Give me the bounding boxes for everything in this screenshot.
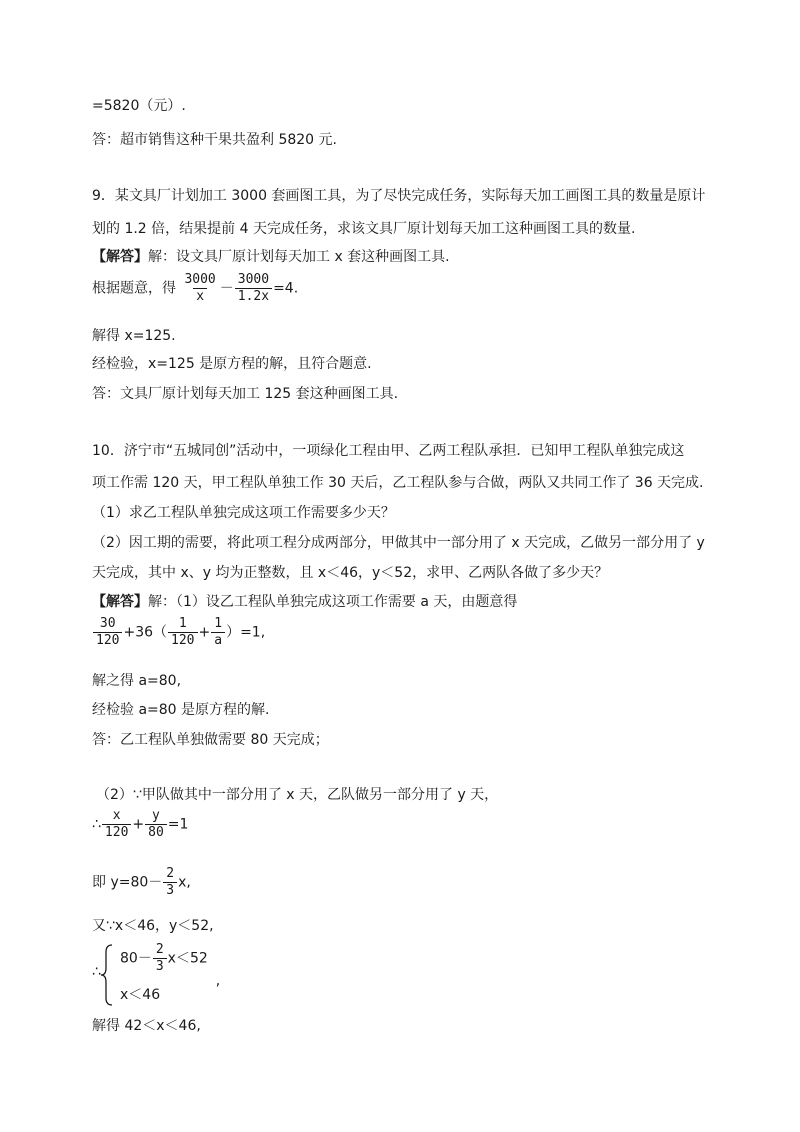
- numerator: 2: [166, 866, 175, 881]
- numerator: 3000: [184, 272, 216, 287]
- equation-suffix: x,: [178, 874, 191, 891]
- text-line: 又∵x＜46，y＜52,: [92, 918, 214, 934]
- numerator: 1: [214, 616, 223, 631]
- text-line: 答：文具厂原计划每天加工 125 套这种画图工具.: [92, 386, 399, 402]
- denominator: 120: [93, 632, 122, 649]
- denominator: 3: [153, 958, 167, 975]
- denominator: 120: [102, 824, 131, 841]
- question-10-part-2: （2）因工期的需要，将此项工程分成两部分，甲做其中一部分用了 x 天完成，乙做另一部分用了 y: [92, 535, 705, 551]
- answer-tag: 【解答】: [92, 249, 148, 265]
- fraction: [163, 866, 177, 899]
- denominator: 3: [163, 882, 177, 899]
- answer-9-intro: [92, 247, 450, 267]
- text-line: 解得 42＜x＜46,: [92, 1018, 201, 1034]
- text-line: 解之得 a=80,: [92, 673, 182, 689]
- fraction: [145, 808, 167, 841]
- answer-text: 解：设文具厂原计划每天加工 x 套这种画图工具.: [148, 249, 450, 265]
- part-2-intro: （2）∵甲队做其中一部分用了 x 天，乙队做另一部分用了 y 天，: [96, 787, 499, 803]
- text-line: 答：乙工程队单独做需要 80 天完成；: [92, 732, 329, 748]
- denominator: 80: [145, 824, 167, 841]
- equation-suffix: =1: [167, 816, 189, 833]
- inequality-row-1: [120, 942, 221, 989]
- fraction: [102, 808, 131, 841]
- question-9-line-2: 划的 1.2 倍，结果提前 4 天完成任务，求该文具厂原计划每天加工这种画图工具的数量.: [92, 221, 636, 237]
- equation-10: [92, 616, 265, 649]
- fraction: [168, 616, 197, 649]
- text-line: 答：超市销售这种干果共盈利 5820 元.: [92, 132, 337, 148]
- operator: －: [219, 280, 234, 297]
- therefore-symbol: ∴: [92, 816, 101, 833]
- numerator: 30: [99, 616, 116, 631]
- equation-prefix: 即 y=80－: [92, 874, 163, 891]
- question-10-part-2-cont: 天完成，其中 x、y 均为正整数，且 x＜46，y＜52，求甲、乙两队各做了多少天？: [92, 565, 609, 581]
- inequality-suffix: x＜52: [167, 950, 208, 967]
- answer-10-intro: [92, 592, 517, 612]
- answer-tag: 【解答】: [92, 594, 148, 610]
- comma: ,: [215, 972, 221, 989]
- denominator: 120: [168, 632, 197, 649]
- equation-9: [92, 272, 298, 305]
- text-line: 经检验，x=125 是原方程的解，且符合题意.: [92, 356, 372, 372]
- question-10-part-1: （1）求乙工程队单独完成这项工作需要多少天？: [92, 505, 395, 521]
- inequality-prefix: 80－: [120, 950, 152, 967]
- question-9-line-1: 9．某文具厂计划加工 3000 套画图工具，为了尽快完成任务，实际每天加工画图工具的数量是原计: [92, 188, 706, 204]
- numerator: 3000: [237, 272, 270, 287]
- numerator: 2: [155, 942, 164, 957]
- fraction: [211, 616, 225, 649]
- text-line: 解得 x=125.: [92, 328, 176, 344]
- fraction: [181, 272, 218, 305]
- operator: +36（: [123, 624, 168, 641]
- equation-suffix: ）=1,: [226, 624, 266, 641]
- therefore-symbol: ∴: [92, 964, 101, 980]
- numerator: y: [152, 808, 160, 823]
- equation-suffix: =4.: [273, 280, 299, 297]
- fraction: [153, 942, 167, 975]
- inequality-row-2: x＜46: [120, 987, 161, 1003]
- question-10-line-1: 10．济宁市“五城同创”活动中，一项绿化工程由甲、乙两工程队承担．已知甲工程队单独完成这: [92, 443, 685, 459]
- brace-icon: [100, 944, 116, 1006]
- numerator: x: [112, 808, 121, 823]
- equation-y: [92, 866, 191, 899]
- question-10-line-2: 项工作需 120 天，甲工程队单独工作 30 天后，乙工程队参与合做，两队又共同工作了 36 天完成.: [92, 475, 704, 491]
- equation-part-2: [92, 808, 188, 841]
- numerator: 1: [178, 616, 187, 631]
- operator: +: [198, 624, 211, 641]
- equation-prefix: 根据题意，得: [92, 280, 176, 297]
- text-line: 经检验 a=80 是原方程的解.: [92, 702, 270, 718]
- operator: +: [132, 816, 145, 833]
- answer-text: 解：（1）设乙工程队单独完成这项工作需要 a 天，由题意得: [148, 594, 518, 610]
- text-line: =5820（元）.: [92, 98, 186, 114]
- fraction: [93, 616, 122, 649]
- denominator: x: [193, 288, 207, 305]
- denominator: a: [211, 632, 225, 649]
- fraction: [235, 272, 272, 305]
- denominator: 1.2x: [235, 288, 272, 305]
